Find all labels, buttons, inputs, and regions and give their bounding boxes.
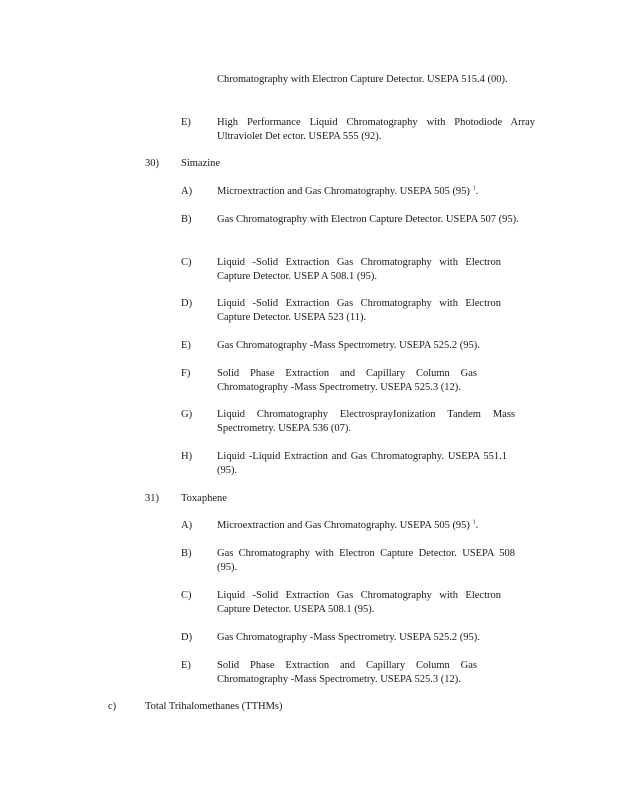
section-title: Simazine bbox=[181, 158, 221, 169]
list-item-letter: A) bbox=[181, 520, 193, 531]
footnote-marker: 1 bbox=[472, 519, 476, 526]
list-item-letter: H) bbox=[181, 451, 193, 462]
list-item-letter: E) bbox=[181, 117, 191, 128]
section-letter: c) bbox=[108, 701, 117, 712]
list-item-letter: F) bbox=[181, 368, 191, 379]
list-item-letter: E) bbox=[181, 660, 191, 671]
list-item-text: Gas Chromatography with Electron Capture Detector. USEPA 508 (95). bbox=[217, 548, 515, 573]
item-text-main: Microextraction and Gas Chromatography. USEPA 505 (95) bbox=[217, 186, 470, 197]
list-item-text: Liquid Chromatography ElectrosprayIonization Tandem Mass Spectrometry. USEPA 536 (07). bbox=[217, 409, 515, 434]
list-item-letter: B) bbox=[181, 548, 192, 559]
list-item-text: Liquid -Solid Extraction Gas Chromatography with Electron Capture Detector. USEP A 508.1 (95). bbox=[217, 257, 501, 282]
item-text-tail: . bbox=[475, 520, 479, 531]
list-item-letter: D) bbox=[181, 298, 193, 309]
list-item-letter: C) bbox=[181, 257, 192, 268]
list-item-letter: G) bbox=[181, 409, 193, 420]
footnote-marker: 1 bbox=[472, 185, 476, 192]
list-item-text: High Performance Liquid Chromatography with Photodiode Array Ultraviolet Det ector. USEPA 555 (92). bbox=[217, 117, 535, 142]
list-item-letter: B) bbox=[181, 214, 192, 225]
section-title: Total Trihalomethanes (TTHMs) bbox=[145, 701, 283, 712]
list-item-text bbox=[217, 185, 535, 199]
section-number: 31) bbox=[145, 493, 159, 504]
section-title: Toxaphene bbox=[181, 493, 227, 504]
list-item-text: Liquid -Solid Extraction Gas Chromatography with Electron Capture Detector. USEPA 523 (11). bbox=[217, 298, 501, 323]
list-item-text bbox=[217, 519, 535, 533]
list-item-text: Solid Phase Extraction and Capillary Column Gas Chromatography -Mass Spectrometry. USEPA 525.3 (12). bbox=[217, 368, 477, 393]
section-number: 30) bbox=[145, 158, 159, 169]
list-item-text: Liquid -Solid Extraction Gas Chromatography with Electron Capture Detector. USEPA 508.1 (95). bbox=[217, 590, 501, 615]
list-item-text: Solid Phase Extraction and Capillary Column Gas Chromatography -Mass Spectrometry. USEPA 525.3 (12). bbox=[217, 660, 477, 685]
item-text-tail: . bbox=[475, 186, 479, 197]
list-item-text: Gas Chromatography -Mass Spectrometry. USEPA 525.2 (95). bbox=[217, 340, 480, 351]
list-item-text: Gas Chromatography -Mass Spectrometry. USEPA 525.2 (95). bbox=[217, 632, 480, 643]
list-item-letter: A) bbox=[181, 186, 193, 197]
item-text-main: Microextraction and Gas Chromatography. USEPA 505 (95) bbox=[217, 520, 470, 531]
list-item-letter: D) bbox=[181, 632, 193, 643]
list-item-letter: E) bbox=[181, 340, 191, 351]
continuation-text: Chromatography with Electron Capture Detector. USEPA 515.4 (00). bbox=[217, 74, 508, 85]
list-item-text: Gas Chromatography with Electron Capture Detector. USEPA 507 (95). bbox=[217, 214, 519, 225]
list-item-text: Liquid -Liquid Extraction and Gas Chromatography. USEPA 551.1 (95). bbox=[217, 451, 507, 476]
list-item-letter: C) bbox=[181, 590, 192, 601]
